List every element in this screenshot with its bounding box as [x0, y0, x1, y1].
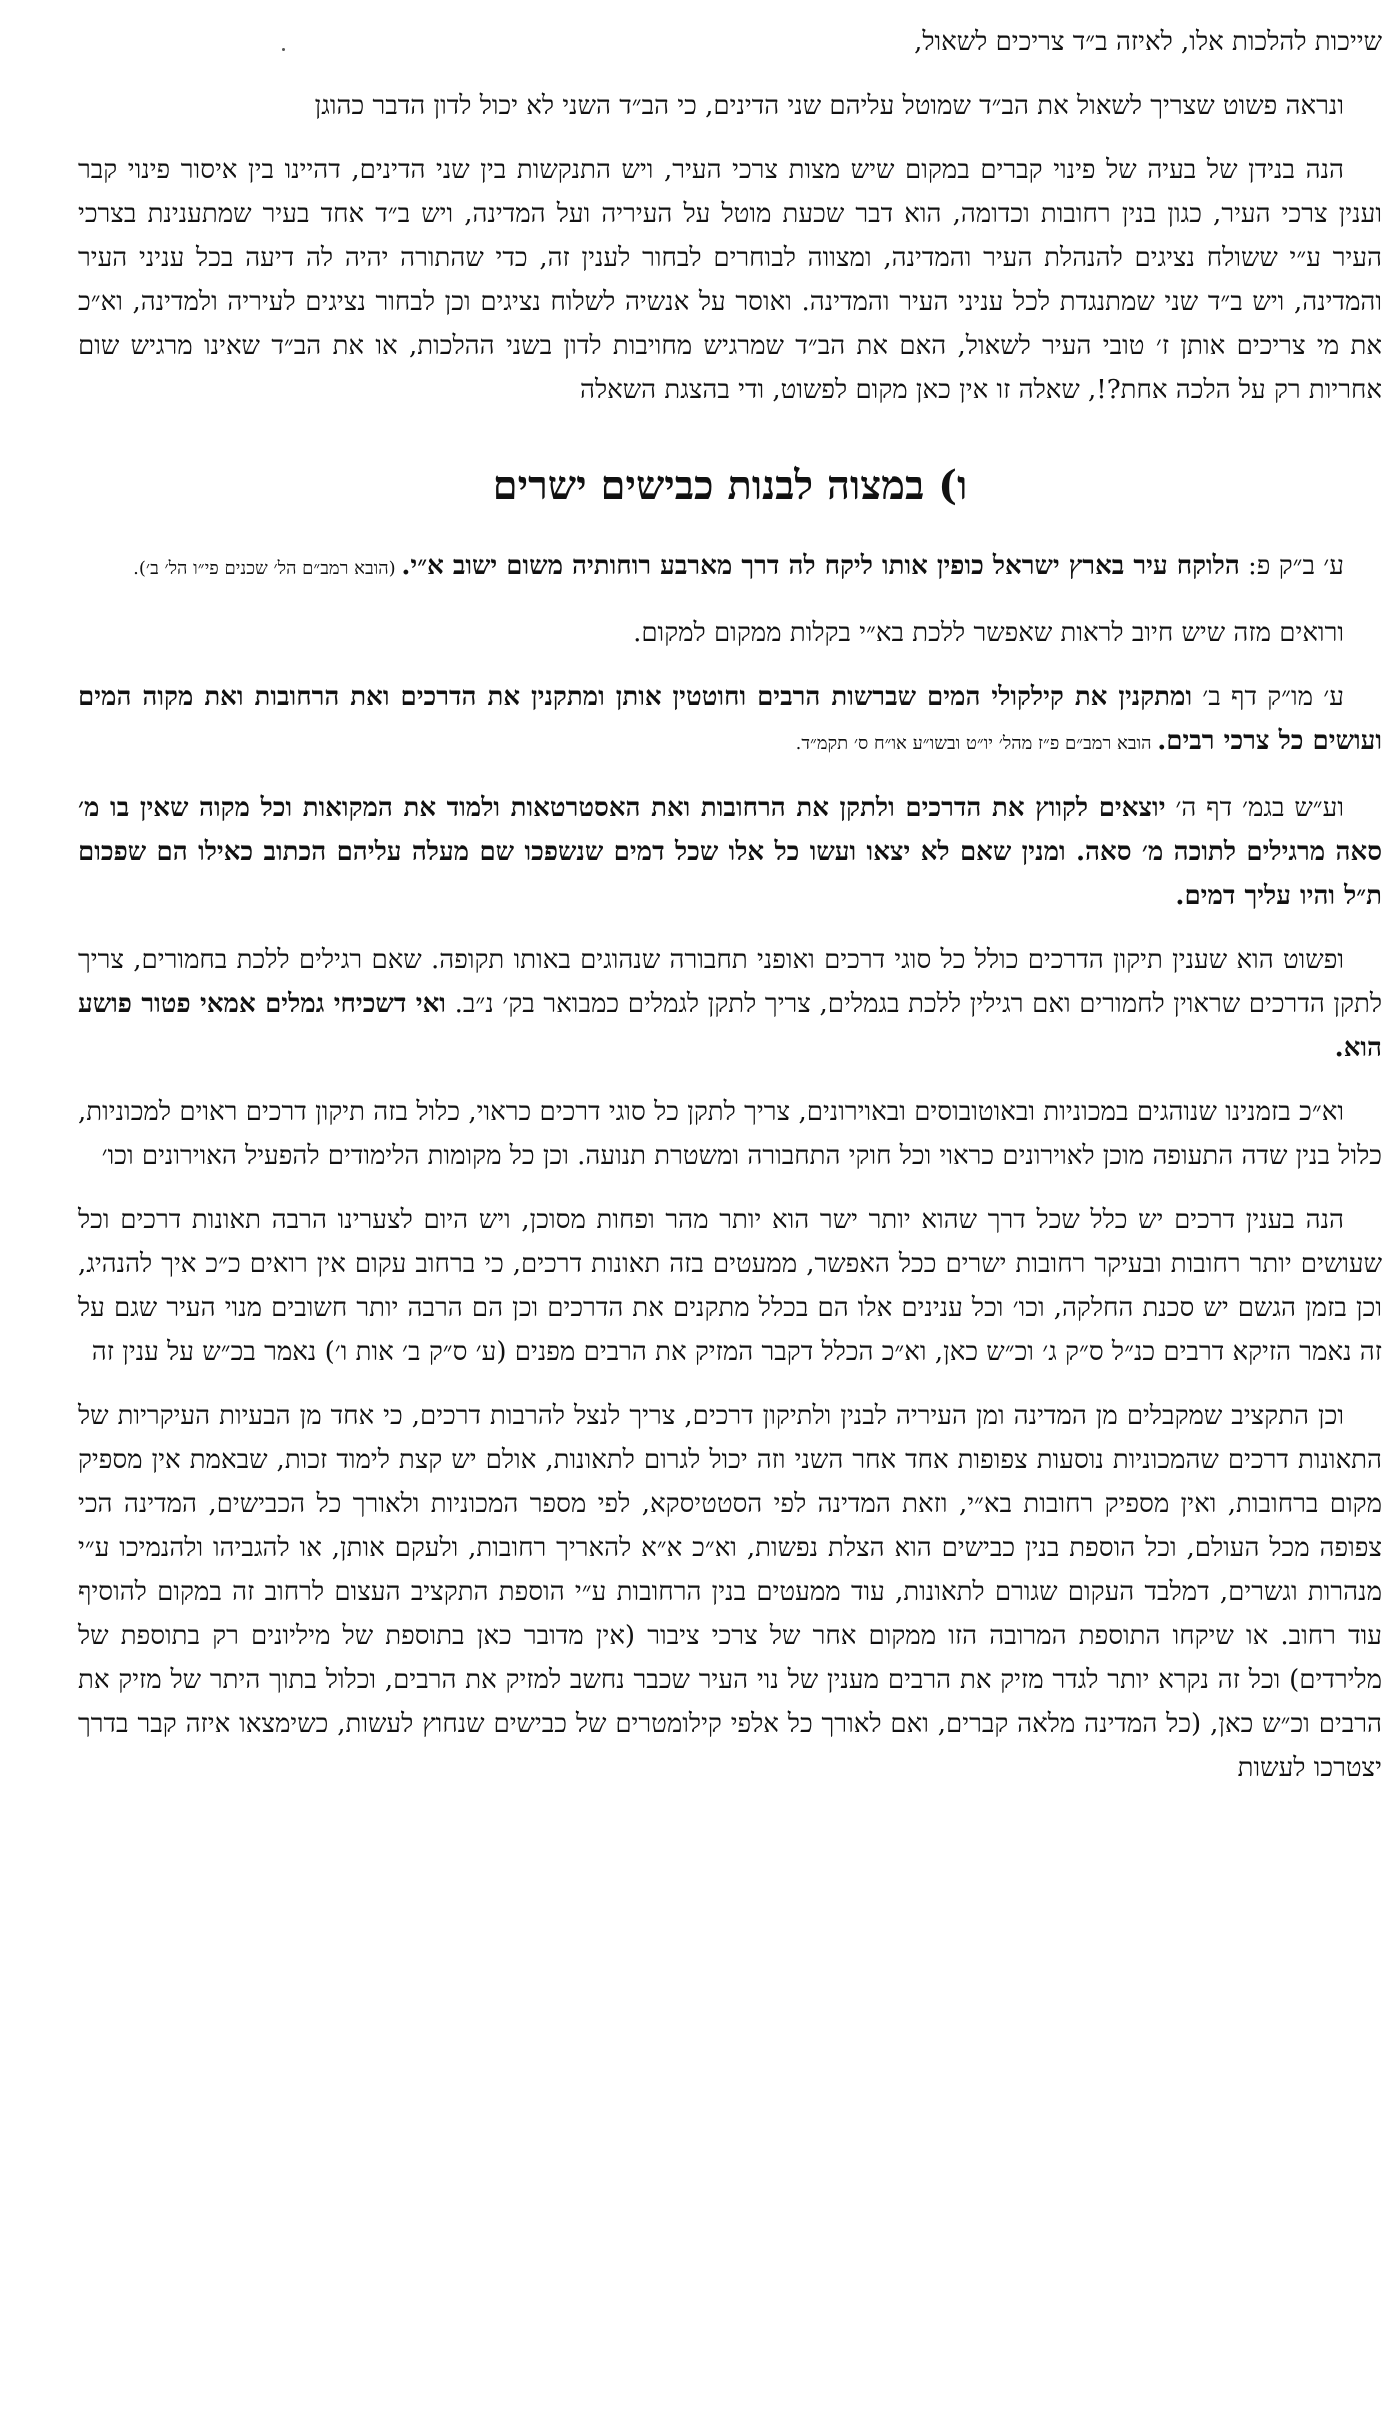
paragraph-road-types	[78, 938, 1382, 1070]
citation-note: (הובא רמב״ם הל׳ שכנים פי״ו הל׳ ב׳).	[133, 558, 402, 579]
paragraph-straight-roads: הנה בענין דרכים יש כלל שכל דרך שהוא יותר ישר הוא יותר מהר ופחות מסוכן, ויש היום לצערינו הרבה תאונות דרכים וכל שעושים יותר רחובות ובעיקר רחובות ישרים ככל האפשר, ממעטים בזה תאונות דרכים, כי ברחוב עקום אין רואים כ״כ איך להנהיג, וכן בזמן הגשם יש סכנת החלקה, וכו׳ וכל ענינים אלו הם בכלל מתקנים את הדרכים וכן הם הרבה יותר חשובים מנוי העיר שגם על זה נאמר הזיקא דרבים כנ״ל ס״ק ג׳ וכ״ש כאן, וא״כ הכלל דקבר המזיק את הרבים מפנים (ע׳ ס״ק ב׳ אות ו׳) נאמר בכ״ש על ענין זה	[78, 1205, 1382, 1367]
paragraph-moed-katan	[78, 675, 1382, 766]
scan-speck	[282, 48, 285, 51]
citation-note: הובא רמב״ם פ״ז מהל׳ יו״ט ובשו״ע או״ח ס׳ תקמ״ד.	[795, 733, 1158, 754]
quote-bold: יוצאים לקווץ את הדרכים ולתקן את הרחובות ואת האסטרטאות ולמוד את המקואות וכל מקוה שאין בו מ׳ סאה מרגילים לתוכה מ׳ סאה. ומנין שאם לא יצאו ועשו כל אלו שכל דמים שנשפכו שם מעלה עליהם הכתוב כאילו הם שפכום ת״ל והיו עליך דמים.	[78, 793, 1382, 911]
paragraph-budget: וכן התקציב שמקבלים מן המדינה ומן העיריה לבנין ולתיקון דרכים, צריך לנצל להרבות דרכים, כי אחד מן הבעיות העיקריות של התאונות דרכים שהמכוניות נוסעות צפופות אחד אחר השני וזה יכול לגרום לתאונות, אולם יש קצת לימוד זכות, שבאמת אין מספיק מקום ברחובות, ואין מספיק רחובות בא״י, וזאת המדינה לפי הסטטיסקא, לפי מספר המכוניות ולאורך כל הכבישים, המדינה הכי צפופה מכל העולם, וכל הוספת בנין כבישים הוא הצלת נפשות, וא״כ א״א להאריך רחובות, ולעקם אותן, או להגביהו ולהנמיכו ע״י מנהרות וגשרים, דמלבד העקום שגורם לתאונות, עוד ממעטים בנין הרחובות ע״י הוספת התקציב העצום לרחוב זה במקום להוסיף עוד רחוב. או שיקחו התוספת המרובה הזו ממקום אחר של צרכי ציבור (אין מדובר כאן בתוספת של מיליונים רק בתוספת של מלירדים) וכל זה נקרא יותר לגדר מזיק את הרבים מענין של נוי העיר שכבר נחשב למזיק את הרבים, וכלול בתוך היתר של מזיק את הרבים וכ״ש כאן, (כל המדינה מלאה קברים, ואם לאורך כל אלפי קילומטרים של כבישים שנחוץ לעשות, כשימצאו איזה קבר בדרך יצטרכו לעשות	[78, 1401, 1383, 1783]
paragraph-beth-din: ונראה פשוט שצריך לשאול את הב״ד שמוטל עליהם שני הדינים, כי הב״ד השני לא יכול לדון הדבר כהוגן	[314, 91, 1344, 121]
paragraph-bava-kamma	[78, 544, 1382, 591]
quote-bold: הלוקח עיר בארץ ישראל כופין אותו ליקח לה דרך מארבע רוחותיה משום ישוב א״י.	[401, 551, 1240, 581]
paragraph-gemara	[78, 786, 1382, 918]
quote-bold: ואי דשכיחי גמלים אמאי פטור פושע הוא.	[78, 989, 1382, 1063]
quote-bold: ומתקנין את קילקולי המים שברשות הרבים וחוטטין אותן ומתקנין את הדרכים ואת הרחובות ואת מקוה המים ועושים כל צרכי רבים.	[78, 682, 1382, 756]
paragraph-inference: ורואים מזה שיש חיוב לראות שאפשר ללכת בא״י בקלות ממקום למקום.	[633, 618, 1344, 648]
paragraph-intro: שייכות להלכות אלו, לאיזה ב״ד צריכים לשאול,	[914, 27, 1382, 57]
citation-prefix: ע׳ מו״ק דף ב׳	[1192, 682, 1344, 712]
citation-prefix: וע״ש בגמ׳ דף ה׳	[1165, 793, 1344, 823]
paragraph-grave-question: הנה בנידן של בעיה של פינוי קברים במקום שיש מצות צרכי העיר, ויש התנקשות בין שני הדינים, דהיינו בין איסור פינוי קבר וענין צרכי העיר, כגון בנין רחובות וכדומה, הוא דבר שכעת מוטל על העיריה ועל המדינה, ויש ב״ד אחד בעיר שמתענינת בצרכי העיר ע״י ששולח נציגים להנהלת העיר והמדינה, ומצווה לבוחרים לבחור לענין זה, כדי שהתורה יהיה לה דיעה בכל עניני העיר והמדינה, ויש ב״ד שני שמתנגדת לכל עניני העיר והמדינה. ואוסר על אנשיה לשלוח נציגים וכן לבחור נציגים לעיריה ולמדינה, וא״כ את מי צריכים אותן ז׳ טובי העיר לשאול, האם את הב״ד שמרגיש מחויבות לדון בשני ההלכות, או את הב״ד שאינו מרגיש שום אחריות רק על הלכה אחת?!, שאלה זו אין כאן מקום לפשוט, ודי בהצגת השאלה	[78, 155, 1382, 405]
paragraph-modern-transport: וא״כ בזמנינו שנוהגים במכוניות ובאוטובוסים ובאוירונים, צריך לתקן כל סוגי דרכים כראוי, כלול בזה תיקון דרכים ראוים למכוניות, כלול בנין שדה התעופה מוכן לאוירונים כראוי וכל חוקי התחבורה ומשטרת תנועה. וכן כל מקומות הלימודים להפעיל האוירונים וכו׳	[78, 1097, 1382, 1171]
citation-prefix: ע׳ ב״ק פ:	[1239, 551, 1344, 581]
section-heading: ו) במצוה לבנות כבישים ישרים	[492, 462, 968, 509]
paragraph-text: ופשוט הוא שענין תיקון הדרכים כולל כל סוגי דרכים ואופני תחבורה שנהוגים באותו תקופה. שאם רגילים ללכת בחמורים, צריך לתקן הדרכים שראוין לחמורים ואם רגילין ללכת בגמלים, צריך לתקן לגמלים כמבואר בק׳ נ״ב.	[78, 945, 1382, 1019]
